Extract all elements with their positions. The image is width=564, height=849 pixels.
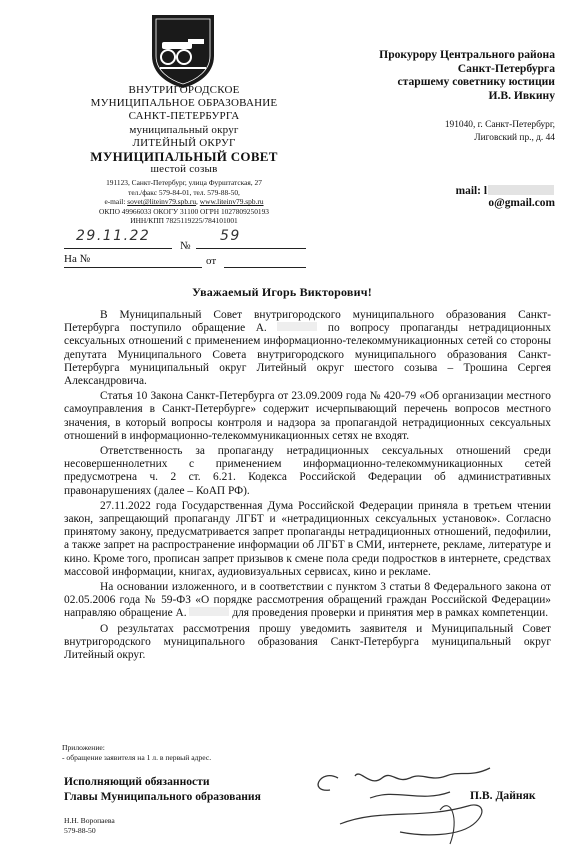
paragraph: Ответственность за пропаганду нетрадиционных сексуальных отношений среди несовершеннолетних с применением информационно-телекоммуникационных сетей предусмотрена ч. 2 ст. 6.21. Кодекса Российской Федерации об административных правонарушениях (далее – КоАП РФ). <box>64 445 551 497</box>
letterhead-line: САНКТ-ПЕТЕРБУРГА <box>128 110 240 123</box>
attachment-item: - обращение заявителя на 1 л. в первый адрес. <box>62 752 212 762</box>
paragraph: Статья 10 Закона Санкт-Петербурга от 23.09.2009 года № 420-79 «Об организации местного самоуправления в Санкт-Петербурге» содержит исчерпывающий перечень вопросов местного значения, в который вопросы контроля и надзора за пропагандой нетрадиционных сексуальных отношений в информационно-телекоммуникационных сетях не входят. <box>64 390 551 442</box>
redacted-name <box>189 607 229 616</box>
reply-to-label: На № <box>64 253 91 265</box>
letterhead <box>55 84 313 225</box>
from-field <box>224 251 306 268</box>
council-inn: ИНН/КПП 7825119225/784101001 <box>130 216 238 226</box>
separator: , <box>196 197 198 207</box>
number-sign: № <box>180 240 191 252</box>
reply-to-field <box>64 251 202 268</box>
coat-of-arms-icon <box>148 12 218 90</box>
handwritten-number: 59 <box>220 228 241 244</box>
handwritten-date: 29.11.22 <box>76 228 151 244</box>
from-label: от <box>206 255 217 267</box>
signatory-name: П.В. Дайняк <box>470 789 536 802</box>
council-address: 191123, Санкт-Петербург, улица Фурштатская, 27 <box>106 178 262 188</box>
address-line: 191040, г. Санкт-Петербург, <box>444 120 555 130</box>
addressee-address <box>380 119 555 144</box>
role-line: Исполняющий обязанности <box>64 775 210 788</box>
salutation: Уважаемый Игорь Викторович! <box>192 285 372 299</box>
council-phone: тел./факс 579-84-01, тел. 579-88-50, <box>128 187 240 197</box>
paragraph: На основании изложенного, и в соответствии с пунктом 3 статьи 8 Федерального закона от 02.05.2006 года № 59-ФЗ «О порядке рассмотрения обращений граждан Российской Федерации» направляю обращение А. для проведения проверки и принятия мер в рамках компетенции. <box>64 581 551 620</box>
date-field <box>64 228 172 249</box>
email-suffix: o@gmail.com <box>488 197 555 209</box>
address-line: Лиговский пр., д. 44 <box>474 132 555 143</box>
council-title: МУНИЦИПАЛЬНЫЙ СОВЕТ <box>90 149 278 165</box>
number-field <box>196 228 306 249</box>
attachment-note <box>62 743 211 762</box>
email-label: e-mail: <box>104 197 126 207</box>
letterhead-line: ВНУТРИГОРОДСКОЕ <box>128 84 240 96</box>
convocation: шестой созыв <box>150 163 218 176</box>
redacted-area <box>488 185 554 195</box>
paragraph: В Муниципальный Совет внутригородского муниципального образования Санкт-Петербурга поступило обращение А. по вопросу пропаганды нетрадиционных сексуальных отношений с применением информационно-телекоммуникационных сетей со стороны депутата Муниципального Совета внутригородского муниципального образования Санкт-Петербурга муниципальный округ Литейный округ шестого созыва – Трошина Сергея Александровича. <box>64 309 551 388</box>
letterhead-line: муниципальный округ <box>129 123 239 136</box>
addressee <box>345 48 555 102</box>
addressee-line: И.В. Ивкину <box>488 88 555 102</box>
role-line: Главы Муниципального образования <box>64 790 261 804</box>
executor-phone: 579-88-50 <box>64 825 96 835</box>
addressee-line: Прокурору Центрального района <box>379 48 555 61</box>
addressee-email <box>390 185 555 209</box>
council-email-link[interactable]: sovet@liteinv79.spb.ru <box>127 197 197 207</box>
executor-name: Н.Н. Воропаева <box>64 816 115 825</box>
attachment-title: Приложение: <box>62 743 105 752</box>
letter-body <box>64 309 551 664</box>
paragraph: 27.11.2022 года Государственная Дума Российской Федерации приняла в третьем чтении закон, запрещающий пропаганду ЛГБТ и «нетрадиционных сексуальных установок». Согласно принятому закону, предусматривается запрет пропаганды нетрадиционных отношений, педофилии, а также запрет на распространение информации об ЛГБТ в СМИ, интернете, рекламе, литературе и кино. Кроме того, прописан запрет призывов к смене пола среди подростков в интернете, средствах массовой информации, книгах, аудиовизуальных сервисах, кино и рекламе. <box>64 499 551 578</box>
signatory-role <box>64 774 261 804</box>
executor-info <box>64 816 115 835</box>
paragraph: О результатах рассмотрения прошу уведомить заявителя и Муниципальный Совет внутригородского муниципального образования Санкт-Петербурга муниципальный округ Литейный округ. <box>64 622 551 662</box>
email-prefix: mail: l <box>455 185 487 197</box>
council-site-link[interactable]: www.liteinv79.spb.ru <box>199 197 264 207</box>
council-codes: ОКПО 49966033 ОКОГУ 31100 ОГРН 1027809250193 <box>99 206 269 216</box>
addressee-line: старшему советнику юстиции <box>397 75 555 89</box>
redacted-name <box>277 322 317 331</box>
letterhead-line: ЛИТЕЙНЫЙ ОКРУГ <box>132 136 236 149</box>
addressee-line: Санкт-Петербурга <box>457 61 555 75</box>
letterhead-line: МУНИЦИПАЛЬНОЕ ОБРАЗОВАНИЕ <box>90 97 278 110</box>
